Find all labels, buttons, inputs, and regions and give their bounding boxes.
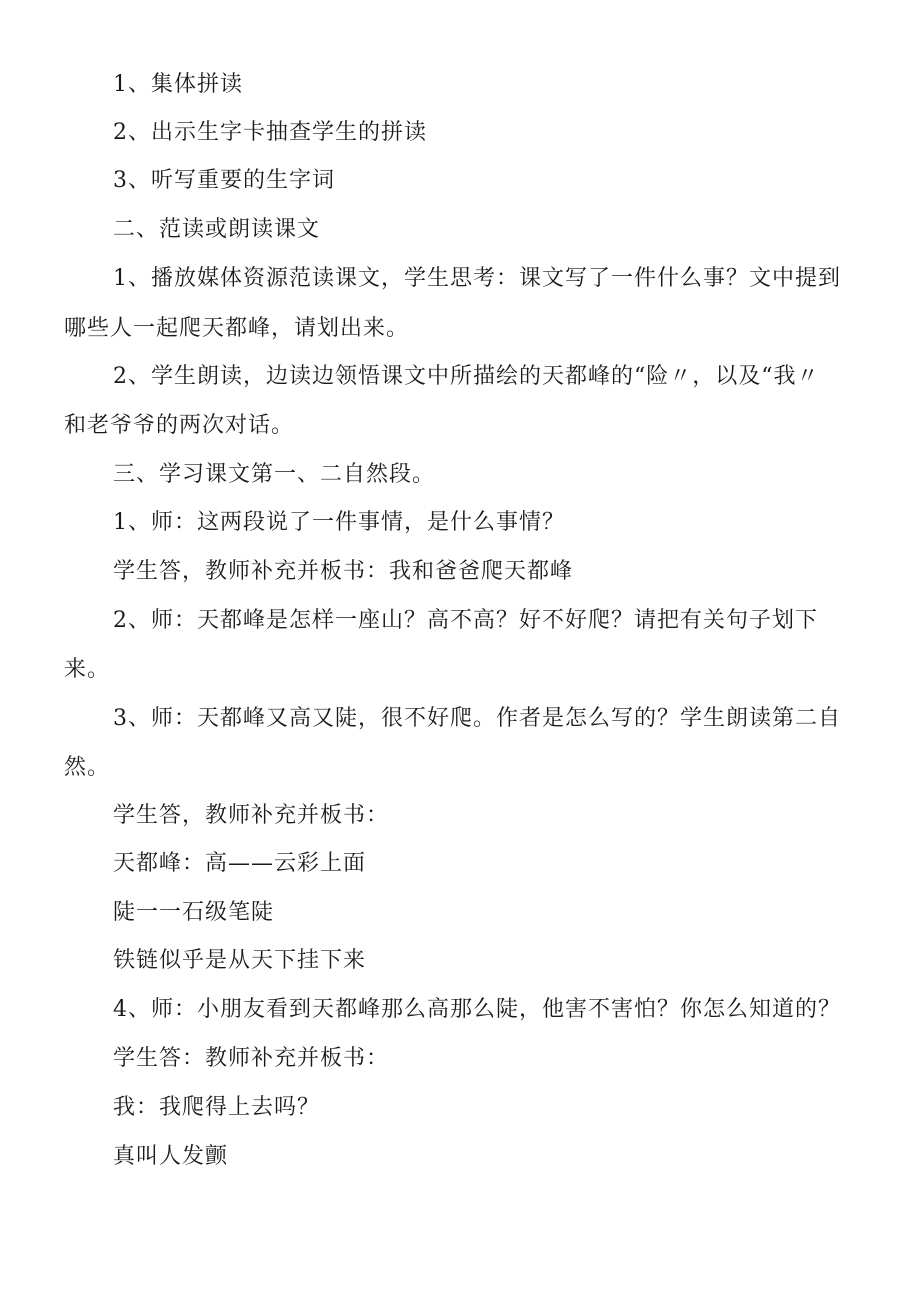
text-line: 学生答，教师补充并板书：我和爸爸爬天都峰: [113, 559, 574, 584]
text-line: 4、师：小朋友看到天都峰那么高那么陡，他害不害怕？你怎么知道的？: [113, 997, 841, 1022]
text-line: 然。: [64, 755, 111, 780]
text-line: 2、师：天都峰是怎样一座山？高不高？好不好爬？请把有关句子划下: [113, 608, 818, 633]
text-line: 来。: [64, 657, 111, 682]
text-line: 3、师：天都峰又高又陡，很不好爬。作者是怎么写的？学生朗读第二自: [113, 706, 841, 731]
section-heading: 二、范读或朗读课文: [113, 217, 321, 242]
text-line: 学生答，教师补充并板书：: [113, 803, 390, 828]
board-note-line: 我：我爬得上去吗？: [113, 1095, 321, 1120]
text-line: 1、集体拼读: [113, 72, 243, 97]
text-line: 2、出示生字卡抽查学生的拼读: [113, 120, 427, 145]
text-line: 3、听写重要的生字词: [113, 168, 335, 193]
board-note-line: 天都峰：高——云彩上面: [113, 851, 367, 876]
section-heading: 三、学习课文第一、二自然段。: [113, 462, 436, 487]
board-note-line: 真叫人发颤: [113, 1144, 229, 1169]
text-line: 哪些人一起爬天都峰，请划出来。: [64, 316, 410, 341]
board-note-line: 陡一一石级笔陡: [113, 900, 275, 925]
board-note-line: 铁链似乎是从天下挂下来: [113, 948, 367, 973]
text-line: 2、学生朗读，边读边领悟课文中所描绘的天都峰的“险〃，以及“我〃: [113, 364, 820, 389]
text-line: 1、师：这两段说了一件事情，是什么事情？: [113, 510, 565, 535]
text-line: 和老爷爷的两次对话。: [64, 413, 295, 438]
text-line: 学生答：教师补充并板书：: [113, 1046, 390, 1071]
text-line: 1、播放媒体资源范读课文，学生思考：课文写了一件什么事？文中提到: [113, 266, 841, 291]
